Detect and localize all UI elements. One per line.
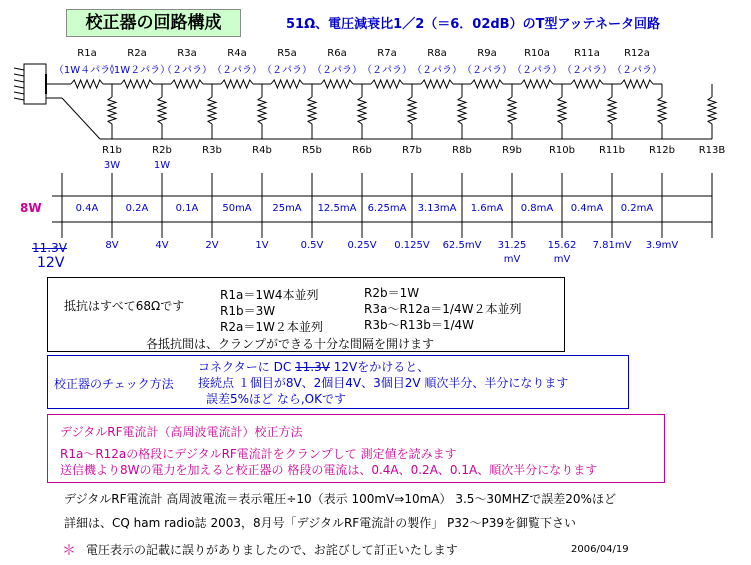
check-line1 [198,358,429,375]
branch-current-value: 0.1A [175,203,199,214]
input-voltage-new: 12V [37,255,65,271]
node-voltage-value: 31.25 [497,240,527,251]
series-resistor-name: R10a [524,48,550,59]
branch-current-value: 12.5mA [317,203,357,214]
node-voltage-value: 2V [205,240,219,251]
connector-thread [14,74,24,76]
shunt-resistor-11 [608,97,616,124]
notes-r1a: R1a＝1W4本並列 [220,288,319,302]
erratum-text: 電圧表示の記載に誤りがありましたので、お詫びして訂正いたします [86,543,458,557]
shunt-resistor-name: R3b [202,145,222,156]
shunt-resistor-7 [408,97,416,124]
series-resistor-name: R12a [624,48,650,59]
shunt-resistor-10 [558,97,566,124]
shunt-resistor-name: R1b [102,145,122,156]
series-resistor-11 [571,80,603,88]
notes-all-68ohm: 抵抗はすべて68Ωです [64,299,185,313]
shunt-resistor-spec: 3W [103,160,121,171]
branch-current-value: 1.6mA [470,203,504,214]
shunt-resistor-13 [708,97,716,124]
shunt-resistor-5 [308,97,316,124]
node-voltage-value: 3.9mV [645,240,679,251]
shunt-resistor-4 [258,97,266,124]
shunt-resistor-9 [508,97,516,124]
branch-current-value: 3.13mA [417,203,457,214]
notes-r3a-r12a: R3a～R12a＝1/4W２本並列 [364,302,522,316]
series-resistor-name: R8a [427,48,447,59]
series-resistor-name: R3a [177,48,197,59]
power-in-label: 8W [20,201,42,215]
notes-r1b: R1b＝3W [220,304,276,318]
shunt-resistor-name: R8b [452,145,472,156]
series-resistor-8 [421,80,453,88]
series-resistor-spec: （２パラ） [162,65,212,76]
branch-current-value: 0.4mA [570,203,604,214]
shunt-resistor-2 [158,97,166,124]
series-resistor-2 [121,80,153,88]
node-voltage-value: 0.125V [394,240,430,251]
shunt-resistor-8 [458,97,466,124]
node-voltage-unit: mV [553,254,571,265]
series-resistor-9 [471,80,503,88]
node-voltage-value: 0.5V [300,240,324,251]
series-resistor-name: R5a [277,48,297,59]
series-resistor-name: R4a [227,48,247,59]
connector-body [24,64,46,104]
ground-diagonal [62,98,100,139]
shunt-resistor-1 [108,97,116,124]
erratum-mark: ＊ [62,543,76,559]
series-resistor-12 [621,80,653,88]
branch-current-value: 0.4A [75,203,99,214]
shunt-resistor-name: R11b [598,145,626,156]
series-resistor-10 [521,80,553,88]
check-line1-b: 12Vをかけると、 [329,360,430,374]
shunt-resistor-name: R7b [402,145,422,156]
node-voltage-value: 7.81mV [592,240,632,251]
page-title: 校正器の回路構成 [66,9,241,37]
rf-title: デジタルRF電流計（高周波電流計）校正方法 [60,425,303,439]
connector-thread [14,86,24,88]
series-resistor-1 [71,80,103,88]
series-resistor-5 [271,80,303,88]
series-resistor-3 [171,80,203,88]
branch-current-value: 25mA [272,203,302,214]
check-method-label: 校正器のチェック方法 [54,377,174,391]
notes-r2a: R2a＝1W２本並列 [220,320,323,334]
shunt-resistor-3 [208,97,216,124]
shunt-resistor-name: R13B [698,145,726,156]
series-resistor-spec: （1W４パラ） [53,65,121,76]
branch-current-value: 6.25mA [367,203,407,214]
reference-text: 詳細は、CQ ham radio誌 2003，8月号「デジタルRF電流計の製作」 P32～P39を御覧下さい [64,516,577,530]
check-line1-old: 11.3V [295,360,330,374]
shunt-resistor-name: R9b [502,145,522,156]
series-resistor-name: R11a [574,48,600,59]
node-voltage-value: 15.62 [547,240,577,251]
series-resistor-4 [221,80,253,88]
shunt-resistor-name: R10b [548,145,576,156]
connector-thread [14,92,24,94]
connector-thread [14,98,24,100]
series-resistor-spec: （２パラ） [562,65,612,76]
shunt-resistor-12 [658,97,666,124]
series-resistor-7 [371,80,403,88]
shunt-resistor-name: R2b [152,145,172,156]
series-resistor-spec: （1W２パラ） [103,65,171,76]
series-resistor-name: R7a [377,48,397,59]
node-voltage-unit: mV [503,254,521,265]
shunt-resistor-name: R6b [352,145,372,156]
resistor-notes-box [47,277,565,352]
node-voltage-value: 4V [155,240,169,251]
node-voltage-value: 62.5mV [442,240,482,251]
series-resistor-spec: （２パラ） [512,65,562,76]
connector-thread [14,80,24,82]
notes-r3b-r13b: R3b～R13b＝1/4W [364,318,474,332]
formula-text: デジタルRF電流計 高周波電流＝表示電圧÷10（表示 100mV⇒10mA） 3.5～30MHZで誤差20%ほど [64,492,616,506]
series-resistor-name: R2a [127,48,147,59]
branch-current-value: 50mA [222,203,252,214]
check-line1-a: コネクターに DC [198,360,296,374]
series-resistor-spec: （２パラ） [262,65,312,76]
branch-current-value: 0.2mA [620,203,654,214]
input-voltage-old: 11.3V [32,241,67,255]
node-voltage-value: 1V [255,240,269,251]
shunt-resistor-6 [358,97,366,124]
notes-r2b: R2b＝1W [364,286,420,300]
rf-line1: R1a～R12aの格段にデジタルRF電流計をクランプして 測定値を読みます [60,447,457,461]
connector-thread [14,68,24,70]
shunt-resistor-name: R4b [252,145,272,156]
notes-footer: 各抵抗間は、クランプができる十分な間隔を開けます [146,337,435,351]
series-resistor-spec: （２パラ） [462,65,512,76]
circuit-subtitle: 51Ω、電圧減衰比1／2（＝6．02dB）のT型アッテネータ回路 [286,17,661,32]
shunt-resistor-name: R12b [648,145,676,156]
series-resistor-name: R6a [327,48,347,59]
series-resistor-name: R1a [77,48,97,59]
check-method-box [47,355,629,409]
branch-current-value: 0.8mA [520,203,554,214]
rf-line2: 送信機より8Wの電力を加えると校正器の 格段の電流は、0.4A、0.2A、0.1A、順次半分になります [60,463,598,477]
series-resistor-spec: （２パラ） [362,65,412,76]
check-line2: 接続点 １個目が8V、2個目4V、3個目2V 順次半分、半分になります [198,376,569,390]
series-resistor-spec: （２パラ） [412,65,462,76]
series-resistor-spec: （２パラ） [212,65,262,76]
series-resistor-spec: （２パラ） [612,65,662,76]
shunt-resistor-name: R5b [302,145,322,156]
series-resistor-spec: （２パラ） [312,65,362,76]
series-resistor-6 [321,80,353,88]
series-resistor-name: R9a [477,48,497,59]
check-line3: 誤差5%ほど なら,OKです [206,392,346,406]
rf-calibration-box [47,414,665,483]
node-voltage-value: 8V [105,240,119,251]
branch-current-value: 0.2A [125,203,149,214]
node-voltage-value: 0.25V [347,240,377,251]
shunt-resistor-spec: 1W [153,160,171,171]
date-text: 2006/04/19 [571,544,629,555]
